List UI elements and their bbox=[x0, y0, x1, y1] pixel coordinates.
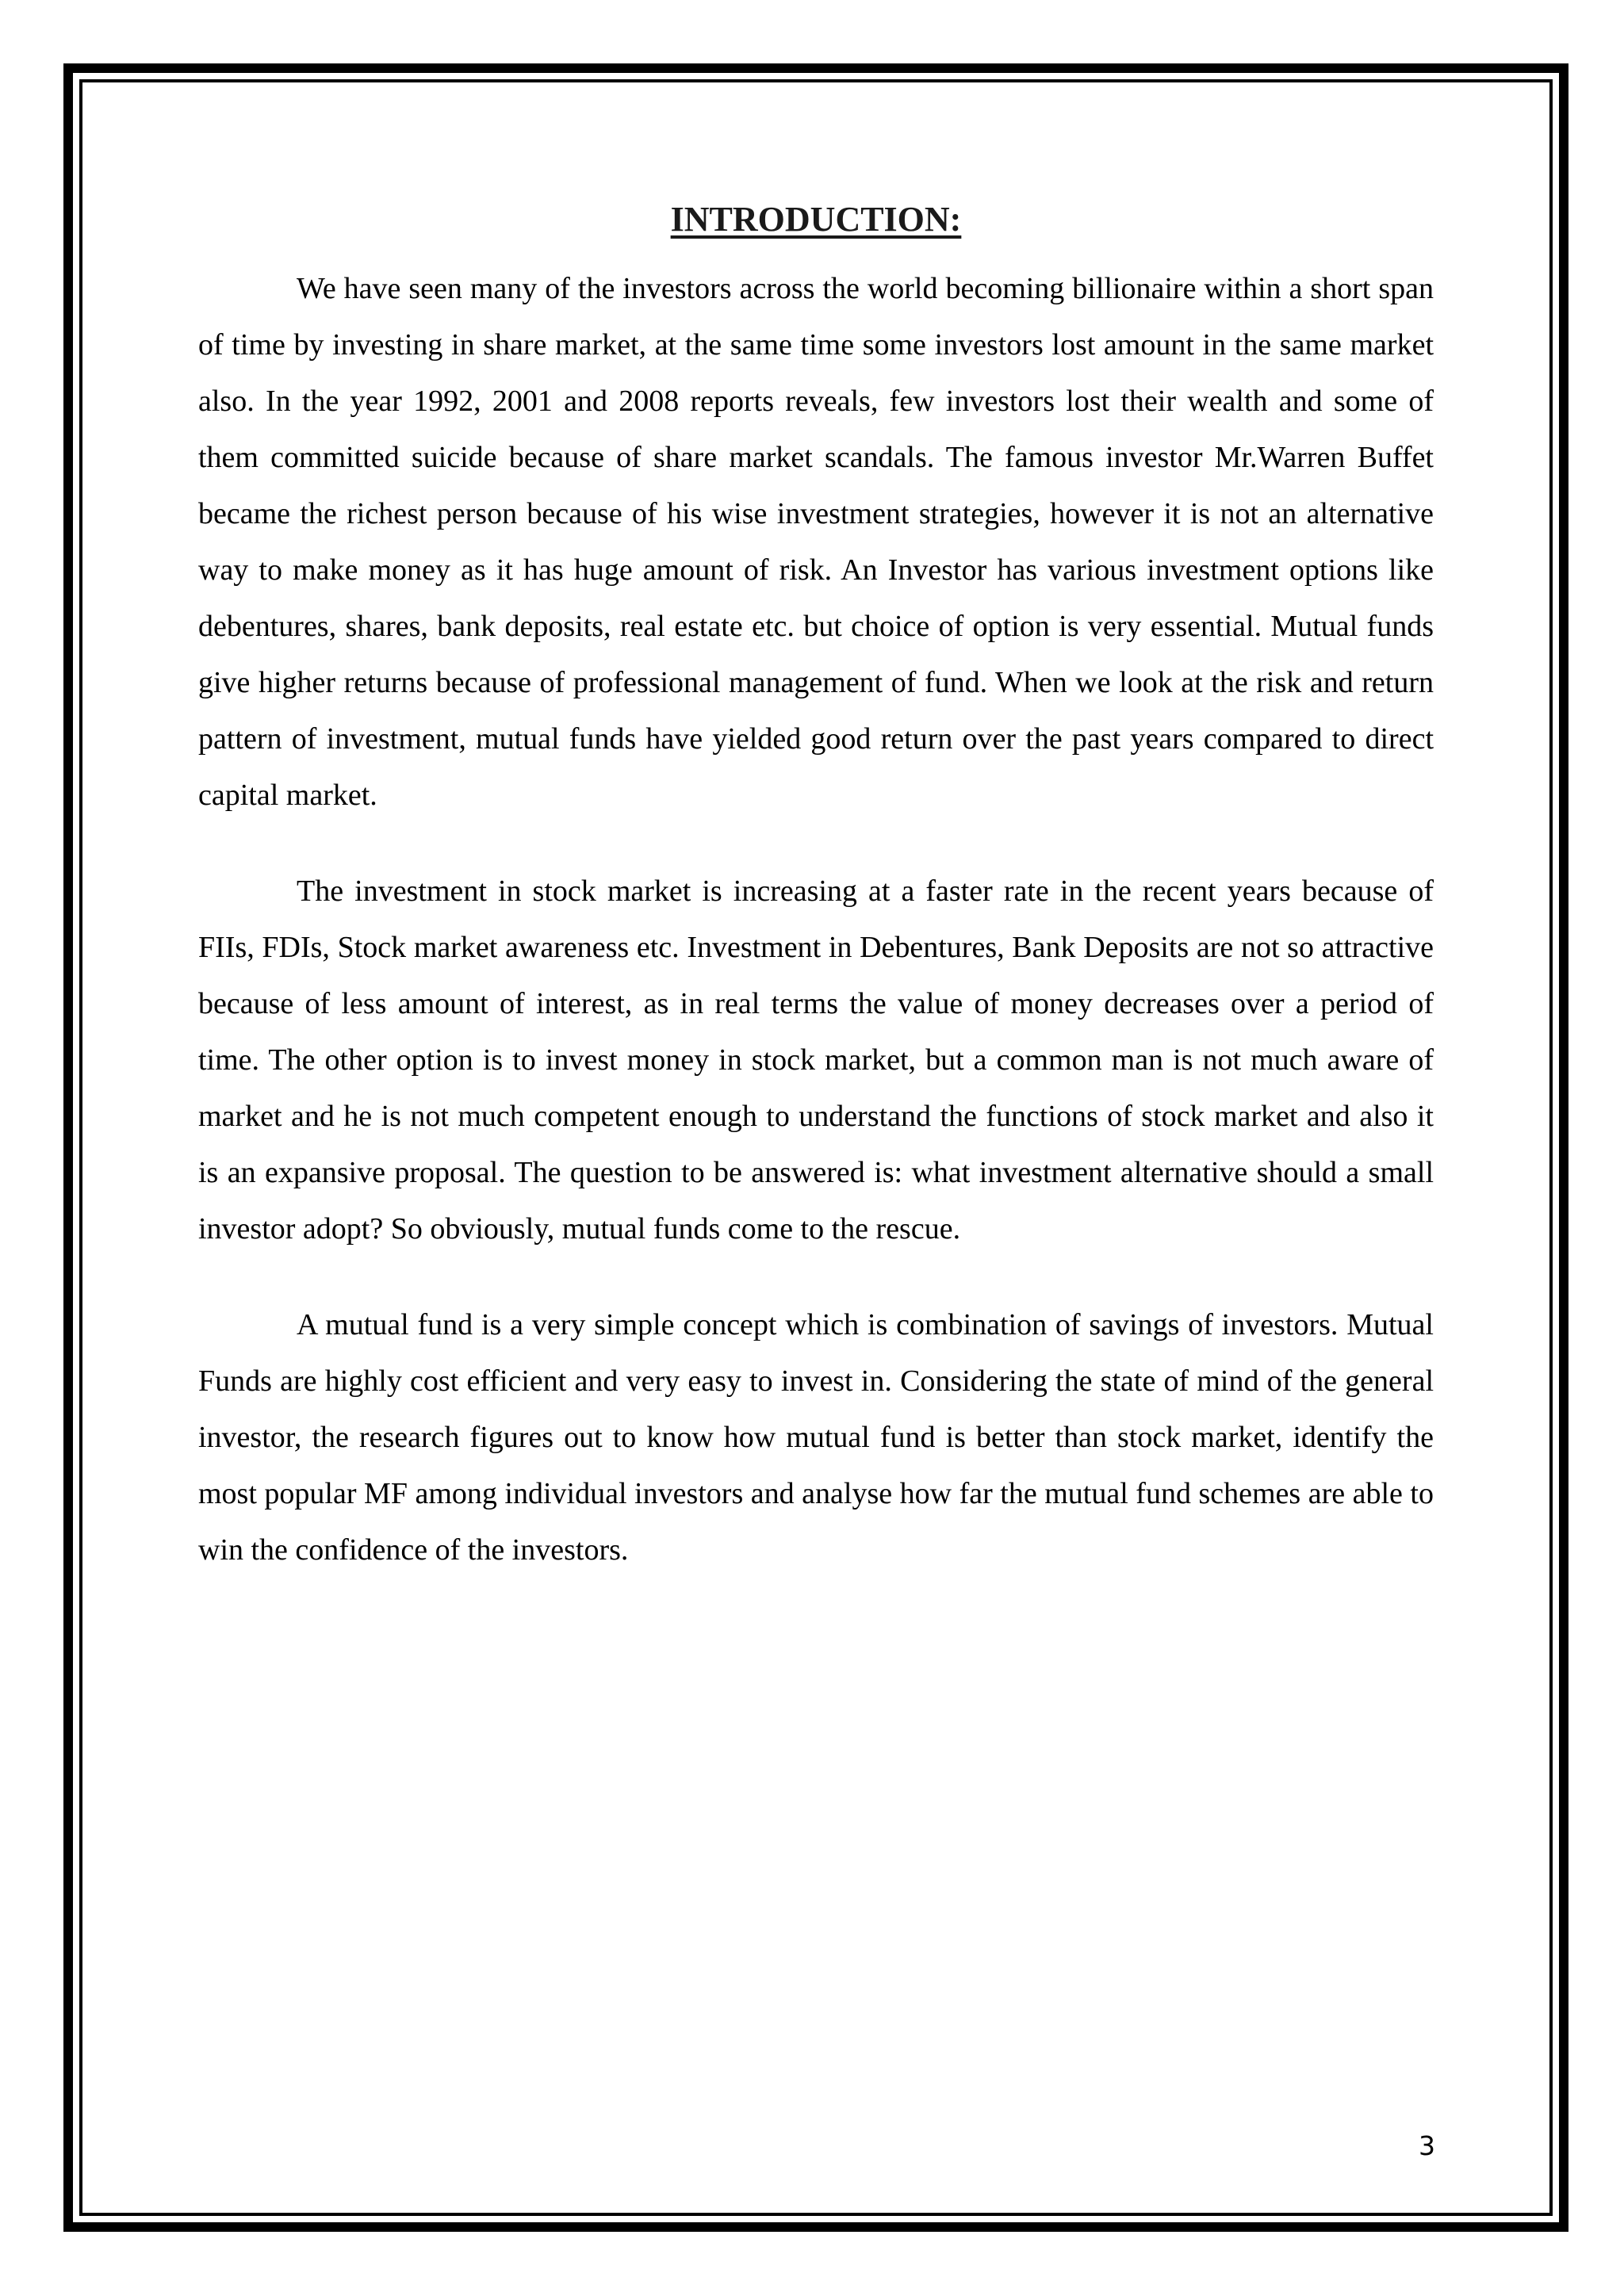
section-heading: INTRODUCTION: bbox=[670, 200, 962, 239]
page-content bbox=[198, 194, 1434, 1618]
page-number: 3 bbox=[1419, 2130, 1435, 2161]
paragraph-2: The investment in stock market is increasing at a faster rate in the recent years because of FIIs, FDIs, Stock market awareness etc. Investment in Debentures, Bank Deposits are not so attractive because of less amount of interest, as in real terms the value of money decreases over a period of time. The other option is to invest money in stock market, but a common man is not much aware of market and he is not much competent enough to understand the functions of stock market and also it is an expansive proposal. The question to be answered is: what investment alternative should a small investor adopt? So obviously, mutual funds come to the rescue. bbox=[198, 874, 1434, 1246]
paragraph-3: A mutual fund is a very simple concept which is combination of savings of investors. Mutual Funds are highly cost efficient and very easy to invest in. Considering the state of mind of the general investor, the research figures out to know how mutual fund is better than stock market, identify the most popular MF among individual investors and analyse how far the mutual fund schemes are able to win the confidence of the investors. bbox=[198, 1308, 1434, 1567]
paragraph-1: We have seen many of the investors across the world becoming billionaire within a short span of time by investing in share market, at the same time some investors lost amount in the same market also. In the year 1992, 2001 and 2008 reports reveals, few investors lost their wealth and some of them committed suicide because of share market scandals. The famous investor Mr.Warren Buffet became the richest person because of his wise investment strategies, however it is not an alternative way to make money as it has huge amount of risk. An Investor has various investment options like debentures, shares, bank deposits, real estate etc. but choice of option is very essential. Mutual funds give higher returns because of professional management of fund. When we look at the risk and return pattern of investment, mutual funds have yielded good return over the past years compared to direct capital market. bbox=[198, 272, 1434, 812]
